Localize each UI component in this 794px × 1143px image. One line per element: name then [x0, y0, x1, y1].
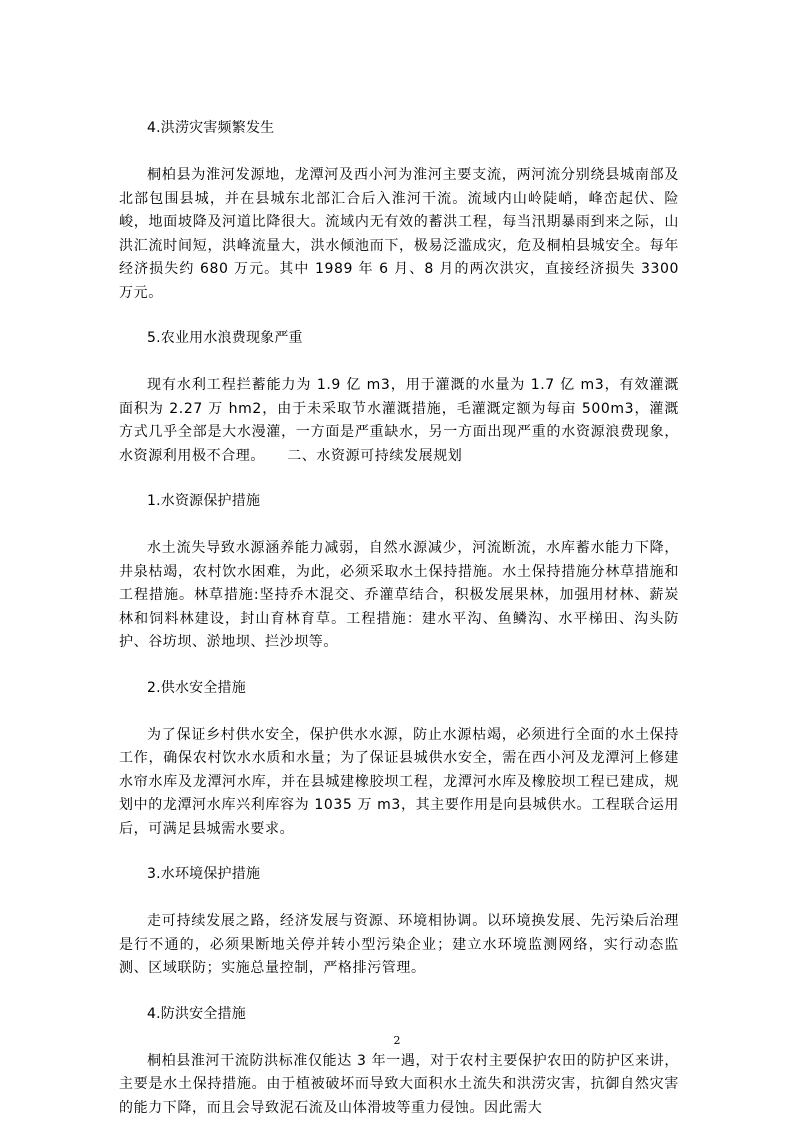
page-number: 2: [393, 1034, 401, 1047]
paragraph-flood-disasters: 桐柏县为淮河发源地，龙潭河及西小河为淮河主要支流，两河流分别绕县城南部及北部包围县城，并在县城东北部汇合后入淮河干流。流域内山岭陡峭，峰峦起伏、险峻，地面坡降及河道比降很大。流域内无有效的蓄洪工程，每当汛期暴雨到来之际，山洪汇流时间短，洪峰流量大，洪水倾池而下，极易泛滥成灾，危及桐柏县城安全。每年经济损失约 680 万元。其中 1989 年 6 月、8 月的两次洪灾，直接经济损失 3300 万元。: [119, 167, 679, 301]
paragraph-water-supply-safety: 为了保证乡村供水安全，保护供水水源，防止水源枯竭，必须进行全面的水土保持工作，确保农村饮水水质和水量；为了保证县城供水安全，需在西小河及龙潭河上修建水帘水库及龙潭河水库，并在县城建橡胶坝工程，龙潭河水库及橡胶坝工程已建成，规划中的龙潭河水库兴利库容为 1035 万 m3，其主要作用是向县城供水。工程联合运用后，可满足县城需水要求。: [119, 726, 679, 837]
paragraph-water-environment-protection: 走可持续发展之路，经济发展与资源、环境相协调。以环境换发展、先污染后治理是行不通的，必须果断地关停并转小型污染企业；建立水环境监测网络，实行动态监测、区域联防；实施总量控制，严格排污管理。: [119, 913, 679, 976]
paragraph-agricultural-water-waste: 现有水利工程拦蓄能力为 1.9 亿 m3，用于灌溉的水量为 1.7 亿 m3，有效灌溉面积为 2.27 万 hm2，由于未采取节水灌溉措施，毛灌溉定额为每亩 500m3，灌溉方式几乎全部是大水漫灌，一方面是严重缺水，另一方面出现严重的水资源浪费现象，水资源利用极不合理。 二、水资源可持续发展规划: [119, 377, 679, 464]
section-heading-agricultural-water-waste: 5.农业用水浪费现象严重: [147, 330, 303, 346]
section-heading-water-resource-protection: 1.水资源保护措施: [147, 493, 261, 509]
section-heading-flood-control-safety: 4.防洪安全措施: [147, 1005, 246, 1022]
paragraph-water-resource-protection: 水土流失导致水源涵养能力减弱，自然水源减少，河流断流，水库蓄水能力下降，井泉枯竭，农村饮水困难，为此，必须采取水土保持措施。水土保持措施分林草措施和工程措施。林草措施:坚持乔木混交、乔灌草结合，积极发展果林，加强用材林、薪炭林和饲料林建设，封山育林育草。工程措施：建水平沟、鱼鳞沟、水平梯田、沟头防护、谷坊坝、淤地坝、拦沙坝等。: [119, 540, 679, 650]
section-heading-water-environment-protection: 3.水环境保护措施: [147, 866, 261, 882]
section-heading-water-supply-safety: 2.供水安全措施: [147, 679, 246, 696]
document-body: [119, 118, 679, 1143]
section-heading-flood-disasters: 4.洪涝灾害频繁发生: [147, 120, 275, 136]
paragraph-flood-control-safety: 桐柏县淮河干流防洪标准仅能达 3 年一遇，对于农村主要保护农田的防护区来讲，主要是水土保持措施。由于植被破坏而导致大面积水土流失和洪涝灾害，抗御自然灾害的能力下降，而且会导致泥石流及山体滑坡等重力侵蚀。因此需大: [119, 1052, 679, 1116]
